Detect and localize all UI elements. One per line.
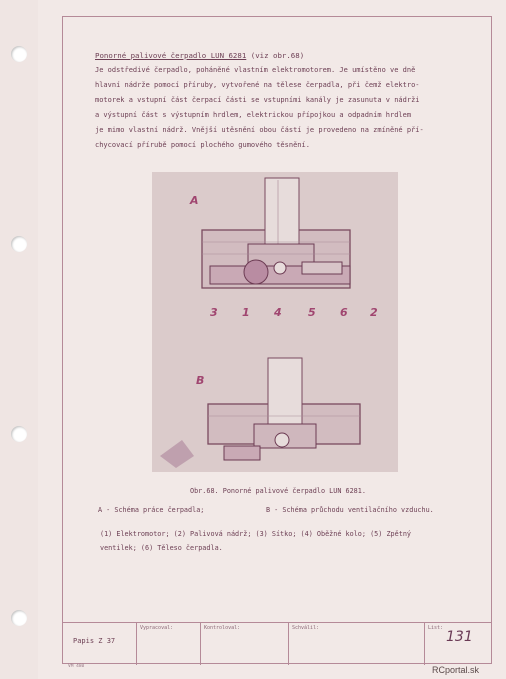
footer-cell-checked: [200, 623, 288, 665]
legend-a: A - Schéma práce čerpadla;: [98, 506, 205, 514]
page-number: 131: [446, 629, 473, 645]
pump-figure: [152, 172, 398, 472]
parts-line: (1) Elektromotor; (2) Palivová nádrž; (3) Sítko; (4) Oběžné kolo; (5) Zpětný: [100, 530, 411, 538]
corner-mark: VM 480: [68, 664, 85, 669]
body-paragraph: [95, 63, 475, 153]
footer-cell-label: Schválil:: [292, 625, 320, 631]
callout-number: 2: [370, 306, 378, 319]
legend-b: B - Schéma průchodu ventilačního vzduchu.: [266, 506, 434, 514]
callout-number: 6: [340, 306, 348, 319]
punch-hole: [11, 46, 27, 62]
watermark: RCportal.sk: [432, 665, 480, 675]
callout-number: 1: [242, 306, 250, 319]
parts-list: [100, 527, 470, 555]
body-line: je mimo vlastní nádrž. Vnější utěsnění obou částí je provedeno na zmíněné pří-: [95, 126, 424, 134]
binding-strip: [0, 0, 38, 679]
body-line: hlavní nádrže pomocí příruby, vytvořené na tělese čerpadla, při čemž elektro-: [95, 81, 420, 89]
pump-diagram: [152, 172, 398, 472]
punch-hole: [11, 426, 27, 442]
footer-cell-label: List:: [428, 625, 444, 631]
punch-hole: [11, 236, 27, 252]
section-title: Ponorné palivové čerpadlo LUN 6281: [95, 51, 247, 60]
figure-reference: (viz obr.68): [250, 51, 305, 60]
body-line: motorek a vstupní část čerpací části se vstupními kanály je zasunuta v nádrži: [95, 96, 420, 104]
figure-caption: Obr.68. Ponorné palivové čerpadlo LUN 6281.: [190, 487, 366, 495]
body-line: a výstupní část s výstupním hrdlem, elektrickou přípojkou a odpadním hrdlem: [95, 111, 412, 119]
diagram-label-b: B: [196, 374, 205, 387]
diagram-label-a: A: [190, 194, 199, 207]
footer-cell-prepared: [136, 623, 200, 665]
footer-cell-approved: [288, 623, 424, 665]
footer-cell-label: Vypracoval:: [140, 625, 174, 631]
page-label: Papis Z 37: [73, 637, 116, 645]
callout-number: 3: [210, 306, 218, 319]
body-line: Je odstředivé čerpadlo, poháněné vlastním elektromotorem. Je umístěno ve dně: [95, 66, 416, 74]
callout-number: 4: [274, 306, 282, 319]
footer-cell-label: Kontroloval:: [204, 625, 241, 631]
title-block: [62, 622, 492, 665]
section-heading: [95, 51, 304, 60]
body-line: chycovací přírubě pomocí plochého gumového těsnění.: [95, 141, 310, 149]
callout-number: 5: [308, 306, 316, 319]
punch-hole: [11, 610, 27, 626]
parts-line: ventilek; (6) Těleso čerpadla.: [100, 544, 223, 552]
